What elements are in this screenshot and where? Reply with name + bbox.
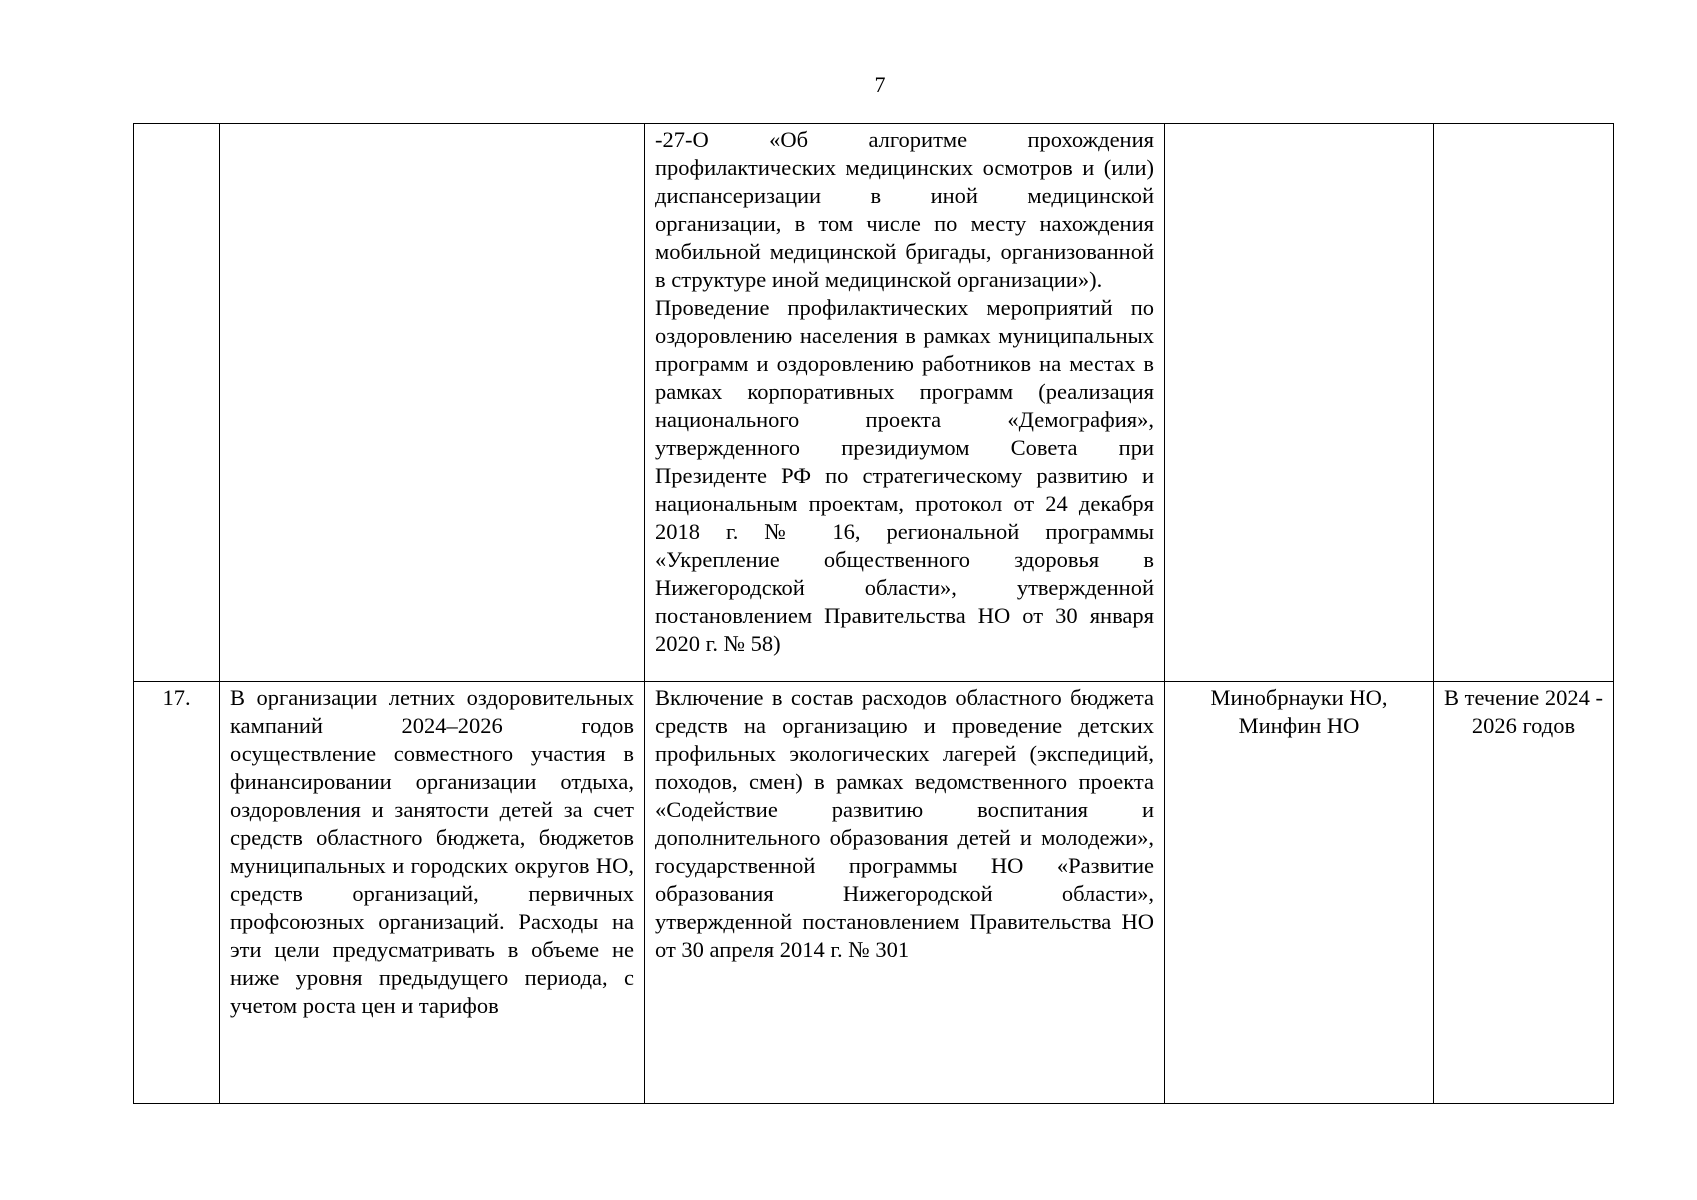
- row-number-cell: 17.: [134, 682, 220, 1104]
- deadline-cell: [1434, 124, 1614, 682]
- measures-table: [133, 123, 1614, 1104]
- mechanism-cell: [645, 682, 1165, 1104]
- mechanism-paragraph: -27-О «Об алгоритме прохождения профилактических медицинских осмотров и (или) диспансеризации в иной медицинской организации, в том числе по месту нахождения мобильной медицинской бригады, организованной в структуре иной медицинской организации»).: [655, 127, 1154, 292]
- measure-cell: В организации летних оздоровительных кампаний 2024–2026 годов осуществление совместного участия в финансировании организации отдыха, оздоровления и занятости детей за счет средств областного бюджета, бюджетов муниципальных и городских округов НО, средств организаций, первичных профсоюзных организаций. Расходы на эти цели предусматривать в объеме не ниже уровня предыдущего периода, с учетом роста цен и тарифов: [220, 682, 645, 1104]
- deadline-cell: В течение 2024 - 2026 годов: [1434, 682, 1614, 1104]
- responsible-cell: [1165, 124, 1434, 682]
- row-number-cell: [134, 124, 220, 682]
- mechanism-cell: [645, 124, 1165, 682]
- page-number: 7: [874, 72, 886, 97]
- responsible-cell: Минобрнауки НО, Минфин НО: [1165, 682, 1434, 1104]
- mechanism-paragraph: Включение в состав расходов областного бюджета средств на организацию и проведение детских профильных экологических лагерей (экспедиций, походов, смен) в рамках ведомственного проекта «Содействие развитию воспитания и дополнительного образования детей и молодежи», государственной программы НО «Развитие образования Нижегородской области», утвержденной постановлением Правительства НО от 30 апреля 2014 г. № 301: [655, 685, 1154, 962]
- table-row: [134, 682, 1614, 1104]
- table-row: [134, 124, 1614, 682]
- mechanism-paragraph: Проведение профилактических мероприятий по оздоровлению населения в рамках муниципальных программ и оздоровлению работников на местах в рамках корпоративных программ (реализация национального проекта «Демография», утвержденного президиумом Совета при Президенте РФ по стратегическому развитию и национальным проектам, протокол от 24 декабря 2018 г. № 16, региональной программы «Укрепление общественного здоровья в Нижегородской области», утвержденной постановлением Правительства НО от 30 января 2020 г. № 58): [655, 295, 1154, 656]
- measure-cell: [220, 124, 645, 682]
